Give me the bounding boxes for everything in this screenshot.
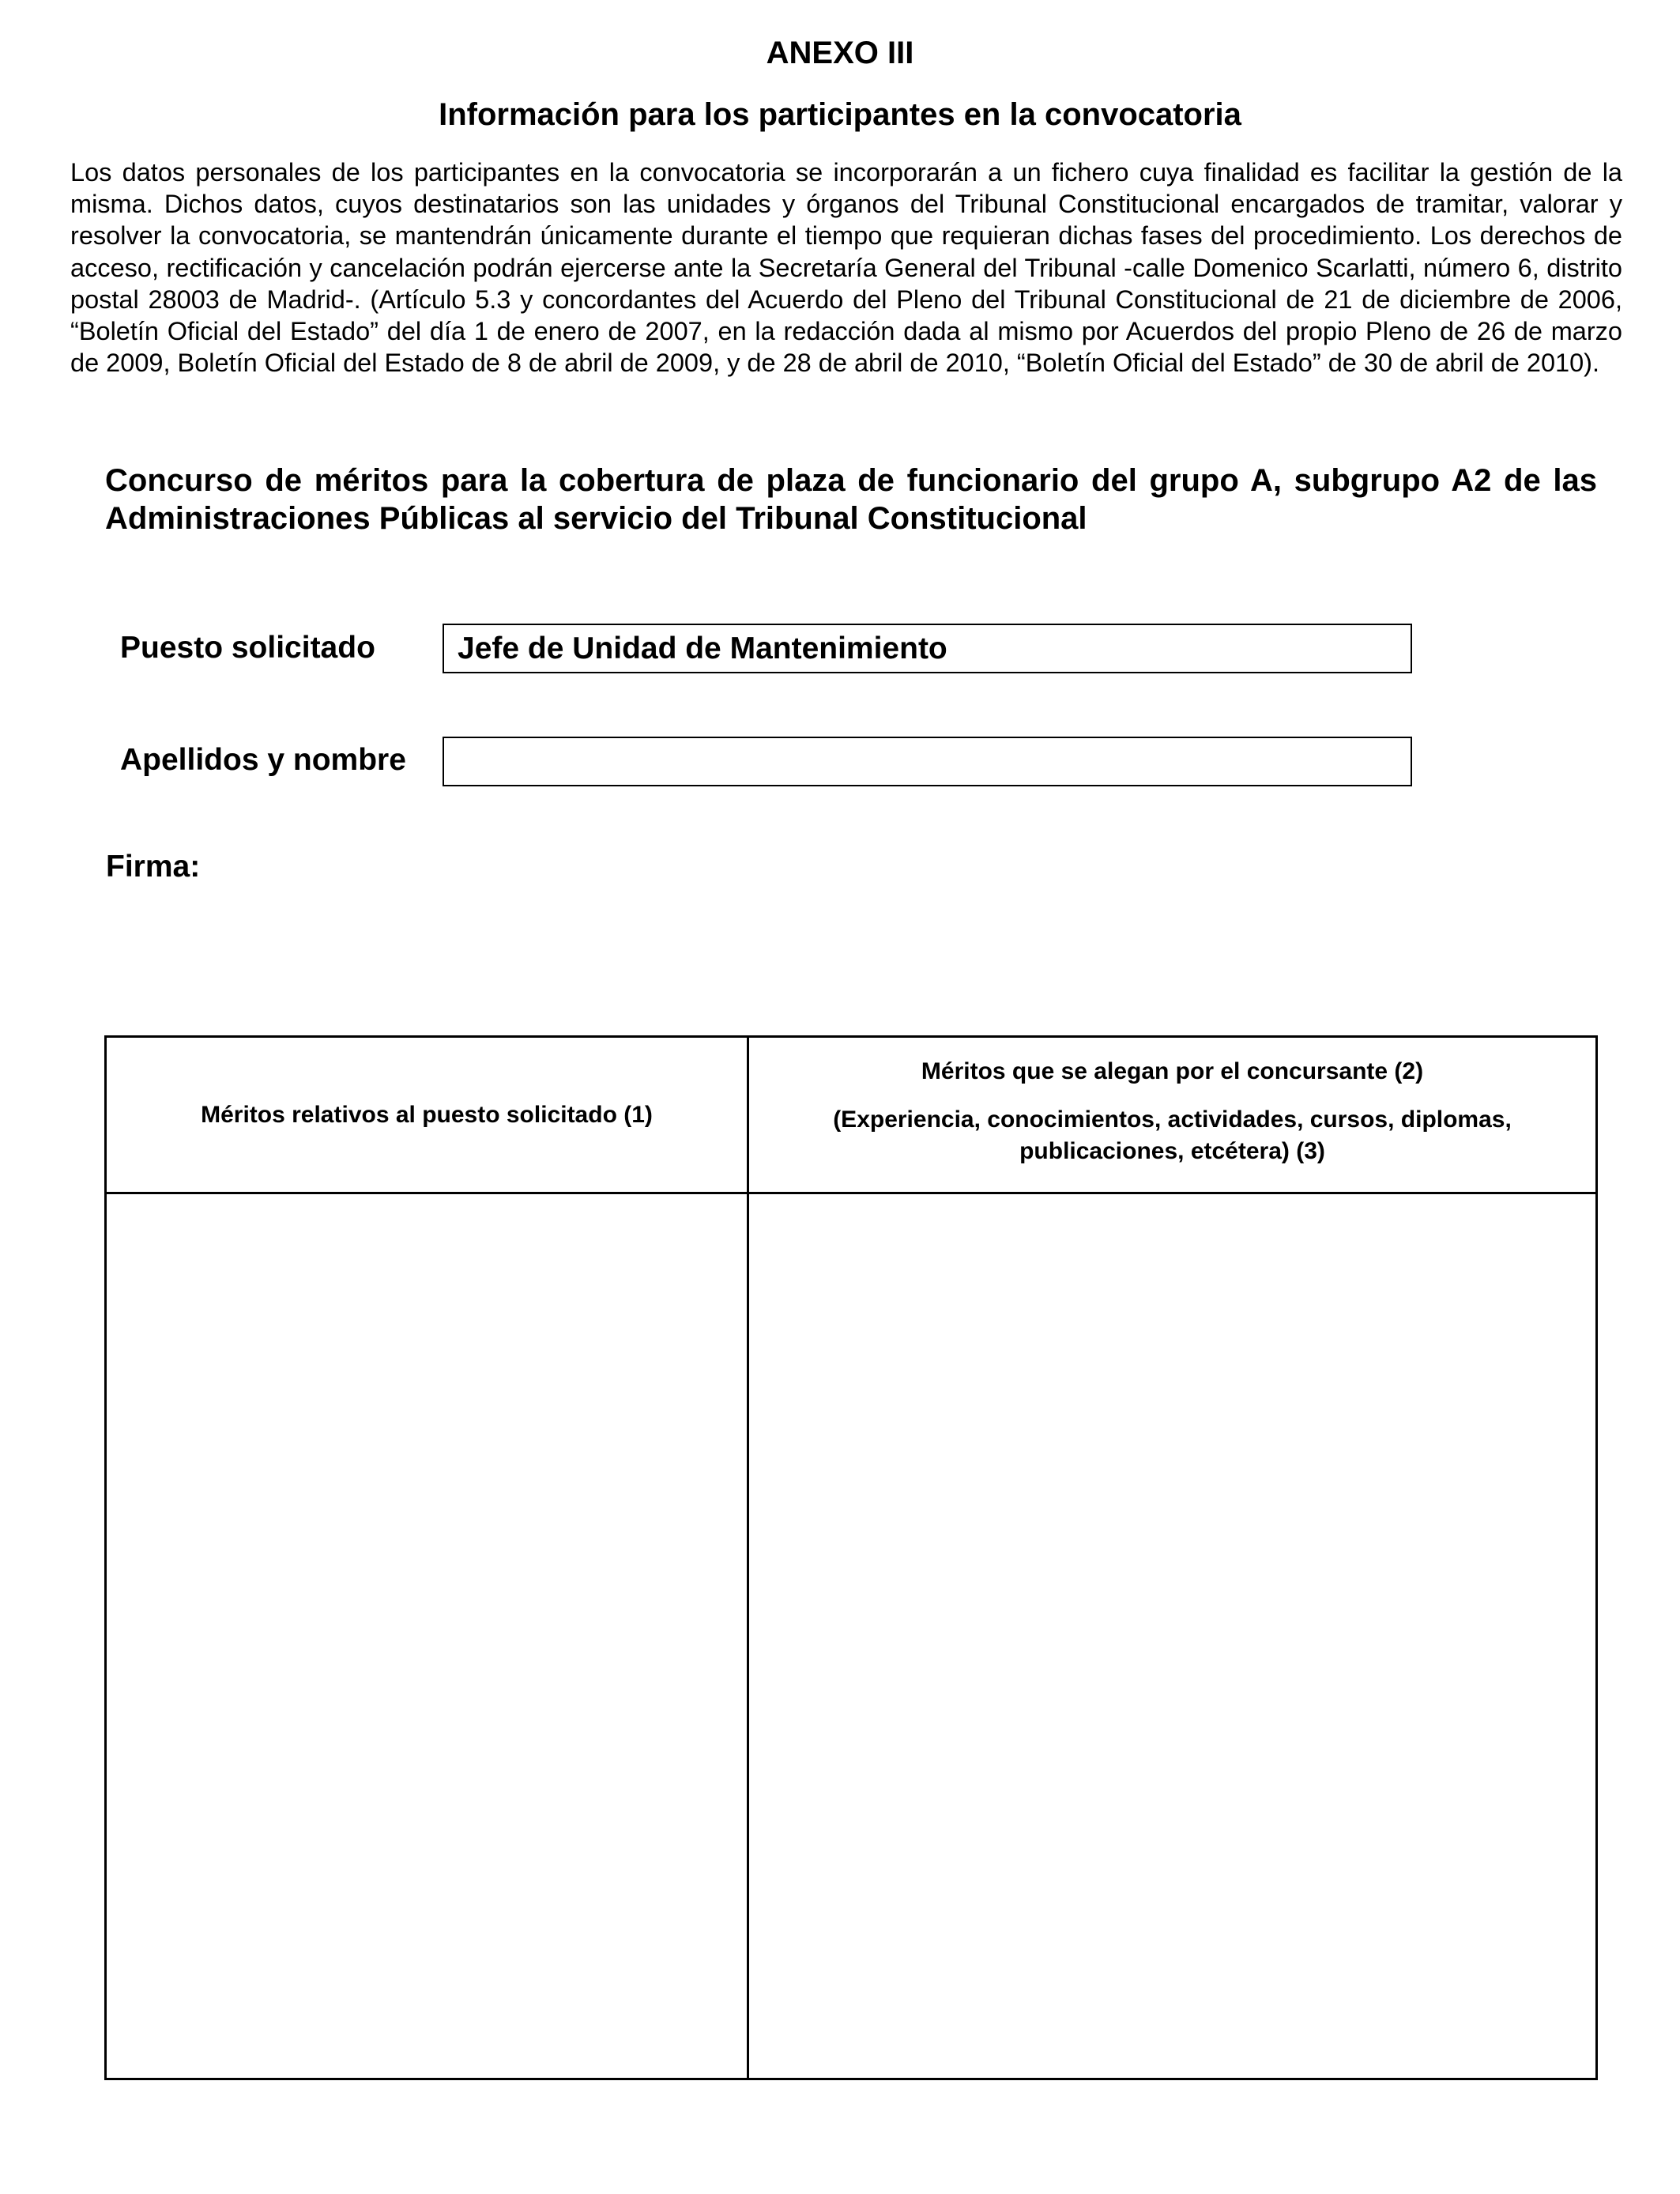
concurso-heading: Concurso de méritos para la cobertura de plaza de funcionario del grupo A, subgrupo A2 de las Administraciones Públicas al servicio del Tribunal Constitucional [105, 463, 1597, 536]
merits-table [104, 1035, 1598, 2080]
puesto-label: Puesto solicitado [120, 631, 375, 665]
apellidos-label: Apellidos y nombre [120, 743, 406, 777]
merits-header-relativos-text: Méritos relativos al puesto solicitado (1) [201, 1101, 653, 1128]
puesto-field[interactable] [443, 624, 1412, 673]
merits-header-alegados-subtitle: (Experiencia, conocimientos, actividades, cursos, diplomas, publicaciones, etcétera) (3) [833, 1106, 1512, 1164]
merits-header-relativos [107, 1038, 747, 1192]
privacy-paragraph: Los datos personales de los participantes en la convocatoria se incorporarán a un fichero cuya finalidad es facilitar la gestión de la misma. Dichos datos, cuyos destinatarios son las unidades y órganos del Tribunal Constitucional encargados de tramitar, valorar y resolver la convocatoria, se mantendrán únicamente durante el tiempo que requieran dichas fases del procedimiento. Los derechos de acceso, rectificación y cancelación podrán ejercerse ante la Secretaría General del Tribunal -calle Domenico Scarlatti, número 6, distrito postal 28003 de Madrid-. (Artículo 5.3 y concordantes del Acuerdo del Pleno del Tribunal Constitucional de 21 de diciembre de 2006, “Boletín Oficial del Estado” del día 1 de enero de 2007, en la redacción dada al mismo por Acuerdos del propio Pleno de 26 de marzo de 2009, Boletín Oficial del Estado de 8 de abril de 2009, y de 28 de abril de 2010, “Boletín Oficial del Estado” de 30 de abril de 2010). [70, 158, 1622, 378]
annex-title: ANEXO III [766, 36, 914, 70]
info-title: Información para los participantes en la convocatoria [439, 97, 1241, 132]
apellidos-field[interactable] [443, 737, 1412, 786]
merits-cell-alegados[interactable] [749, 1194, 1595, 2078]
merits-header-alegados-title: Méritos que se alegan por el concursante (2) [921, 1058, 1424, 1084]
firma-label: Firma: [106, 850, 201, 884]
merits-header-alegados [749, 1038, 1595, 1192]
puesto-value: Jefe de Unidad de Mantenimiento [458, 631, 947, 665]
merits-cell-relativos[interactable] [107, 1194, 747, 2078]
